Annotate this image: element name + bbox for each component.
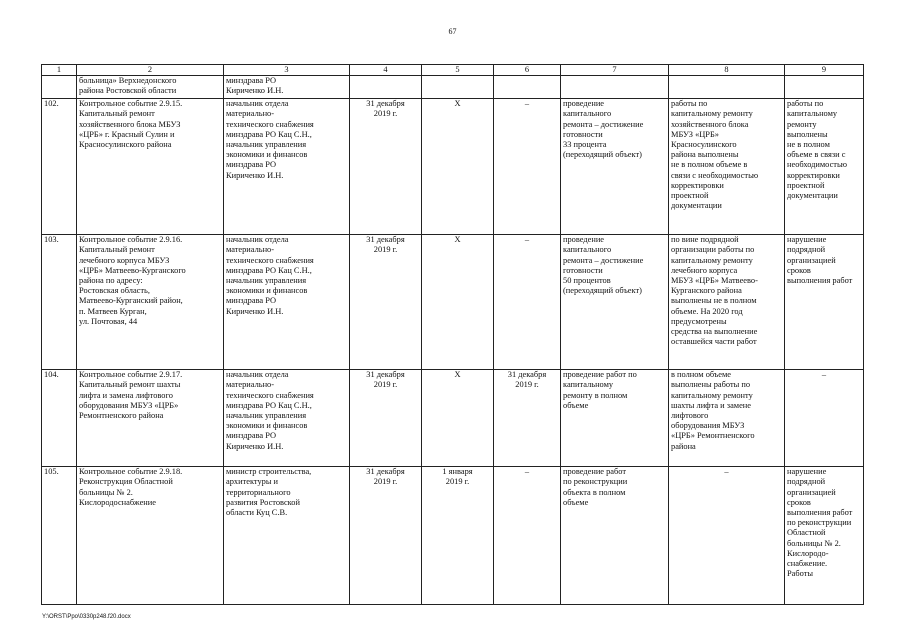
responsible-cell: минздрава РО Кириченко И.Н.	[224, 76, 350, 99]
planned-result-cell: проведение капитального ремонта – достижение готовности 33 процента (переходящий объект)	[561, 99, 669, 235]
column-number-row	[42, 65, 864, 76]
actual-result-cell: в полном объеме выполнены работы по капитальному ремонту шахты лифта и замене лифтового оборудования МБУЗ «ЦРБ» Ремонтненского района	[669, 370, 785, 467]
planned-result-cell: проведение работ по реконструкции объекта в полном объеме	[561, 467, 669, 605]
column-number: 4	[350, 65, 422, 76]
planned-result-cell: проведение работ по капитальному ремонту в полном объеме	[561, 370, 669, 467]
table-row	[42, 235, 864, 370]
flag-cell: X	[422, 235, 494, 370]
row-number	[42, 76, 77, 99]
column-number: 7	[561, 65, 669, 76]
event-cell: Контрольное событие 2.9.18. Реконструкция Областной больницы № 2. Кислородоснабжение	[77, 467, 224, 605]
planned-result-cell: проведение капитального ремонта – достижение готовности 50 процентов (переходящий объект)	[561, 235, 669, 370]
planned-date-cell	[350, 76, 422, 99]
reason-cell: нарушение подрядной организацией сроков выполнения работ	[785, 235, 864, 370]
actual-result-cell: работы по капитальному ремонту хозяйственного блока МБУЗ «ЦРБ» Красносулинского района выполнены не в полном объеме в связи с необходимостью корректировки проектной документации	[669, 99, 785, 235]
planned-date-cell: 31 декабря 2019 г.	[350, 235, 422, 370]
flag-cell: 1 января 2019 г.	[422, 467, 494, 605]
table-row	[42, 76, 864, 99]
reason-cell: нарушение подрядной организацией сроков выполнения работ по реконструкции Областной больницы № 2. Кислородо- снабжение. Работы	[785, 467, 864, 605]
flag-cell: X	[422, 370, 494, 467]
column-number: 2	[77, 65, 224, 76]
planned-result-cell	[561, 76, 669, 99]
actual-date-cell: 31 декабря 2019 г.	[494, 370, 561, 467]
responsible-cell: министр строительства, архитектуры и территориального развития Ростовской области Куц С.В.	[224, 467, 350, 605]
column-number: 5	[422, 65, 494, 76]
actual-result-cell: –	[669, 467, 785, 605]
actual-result-cell	[669, 76, 785, 99]
file-path-footer: Y:\ORST\Ppo\0330p248.f20.docx	[42, 614, 131, 620]
responsible-cell: начальник отдела материально- технического снабжения минздрава РО Кац С.Н., начальник управления экономики и финансов минздрава РО Кириченко И.Н.	[224, 235, 350, 370]
actual-date-cell	[494, 76, 561, 99]
responsible-cell: начальник отдела материально- технического снабжения минздрава РО Кац С.Н., начальник управления экономики и финансов минздрава РО Кириченко И.Н.	[224, 370, 350, 467]
table-row	[42, 370, 864, 467]
table-row	[42, 99, 864, 235]
column-number: 3	[224, 65, 350, 76]
column-number: 6	[494, 65, 561, 76]
flag-cell	[422, 76, 494, 99]
event-cell: Контрольное событие 2.9.17. Капитальный ремонт шахты лифта и замена лифтового оборудования МБУЗ «ЦРБ» Ремонтненского района	[77, 370, 224, 467]
event-cell: Контрольное событие 2.9.16. Капитальный ремонт лечебного корпуса МБУЗ «ЦРБ» Матвеево-Курганского района по адресу: Ростовская область, Матвеево-Курганский район, п. Матвеев Курган, ул. Почтовая, 44	[77, 235, 224, 370]
planned-date-cell: 31 декабря 2019 г.	[350, 467, 422, 605]
planned-date-cell: 31 декабря 2019 г.	[350, 99, 422, 235]
column-number: 9	[785, 65, 864, 76]
row-number: 104.	[42, 370, 77, 467]
responsible-cell: начальник отдела материально- технического снабжения минздрава РО Кац С.Н., начальник управления экономики и финансов минздрава РО Кириченко И.Н.	[224, 99, 350, 235]
row-number: 102.	[42, 99, 77, 235]
table-row	[42, 467, 864, 605]
row-number: 105.	[42, 467, 77, 605]
column-number: 1	[42, 65, 77, 76]
reason-cell	[785, 76, 864, 99]
planned-date-cell: 31 декабря 2019 г.	[350, 370, 422, 467]
event-cell: Контрольное событие 2.9.15. Капитальный ремонт хозяйственного блока МБУЗ «ЦРБ» г. Красный Сулин и Красносулинского района	[77, 99, 224, 235]
reason-cell: работы по капитальному ремонту выполнены не в полном объеме в связи с необходимостью корректировки проектной документации	[785, 99, 864, 235]
actual-date-cell: –	[494, 467, 561, 605]
column-number: 8	[669, 65, 785, 76]
event-cell: больница» Верхнедонского района Ростовской области	[77, 76, 224, 99]
actual-result-cell: по вине подрядной организации работы по капитальному ремонту лечебного корпуса МБУЗ «ЦРБ» Матвеево- Курганского района выполнены не в полном объеме. На 2020 год предусмотрены средства на выполнение оставшейся части работ	[669, 235, 785, 370]
actual-date-cell: –	[494, 235, 561, 370]
flag-cell: X	[422, 99, 494, 235]
control-events-table	[41, 64, 864, 605]
reason-cell: –	[785, 370, 864, 467]
actual-date-cell: –	[494, 99, 561, 235]
page-number: 67	[448, 27, 457, 36]
row-number: 103.	[42, 235, 77, 370]
